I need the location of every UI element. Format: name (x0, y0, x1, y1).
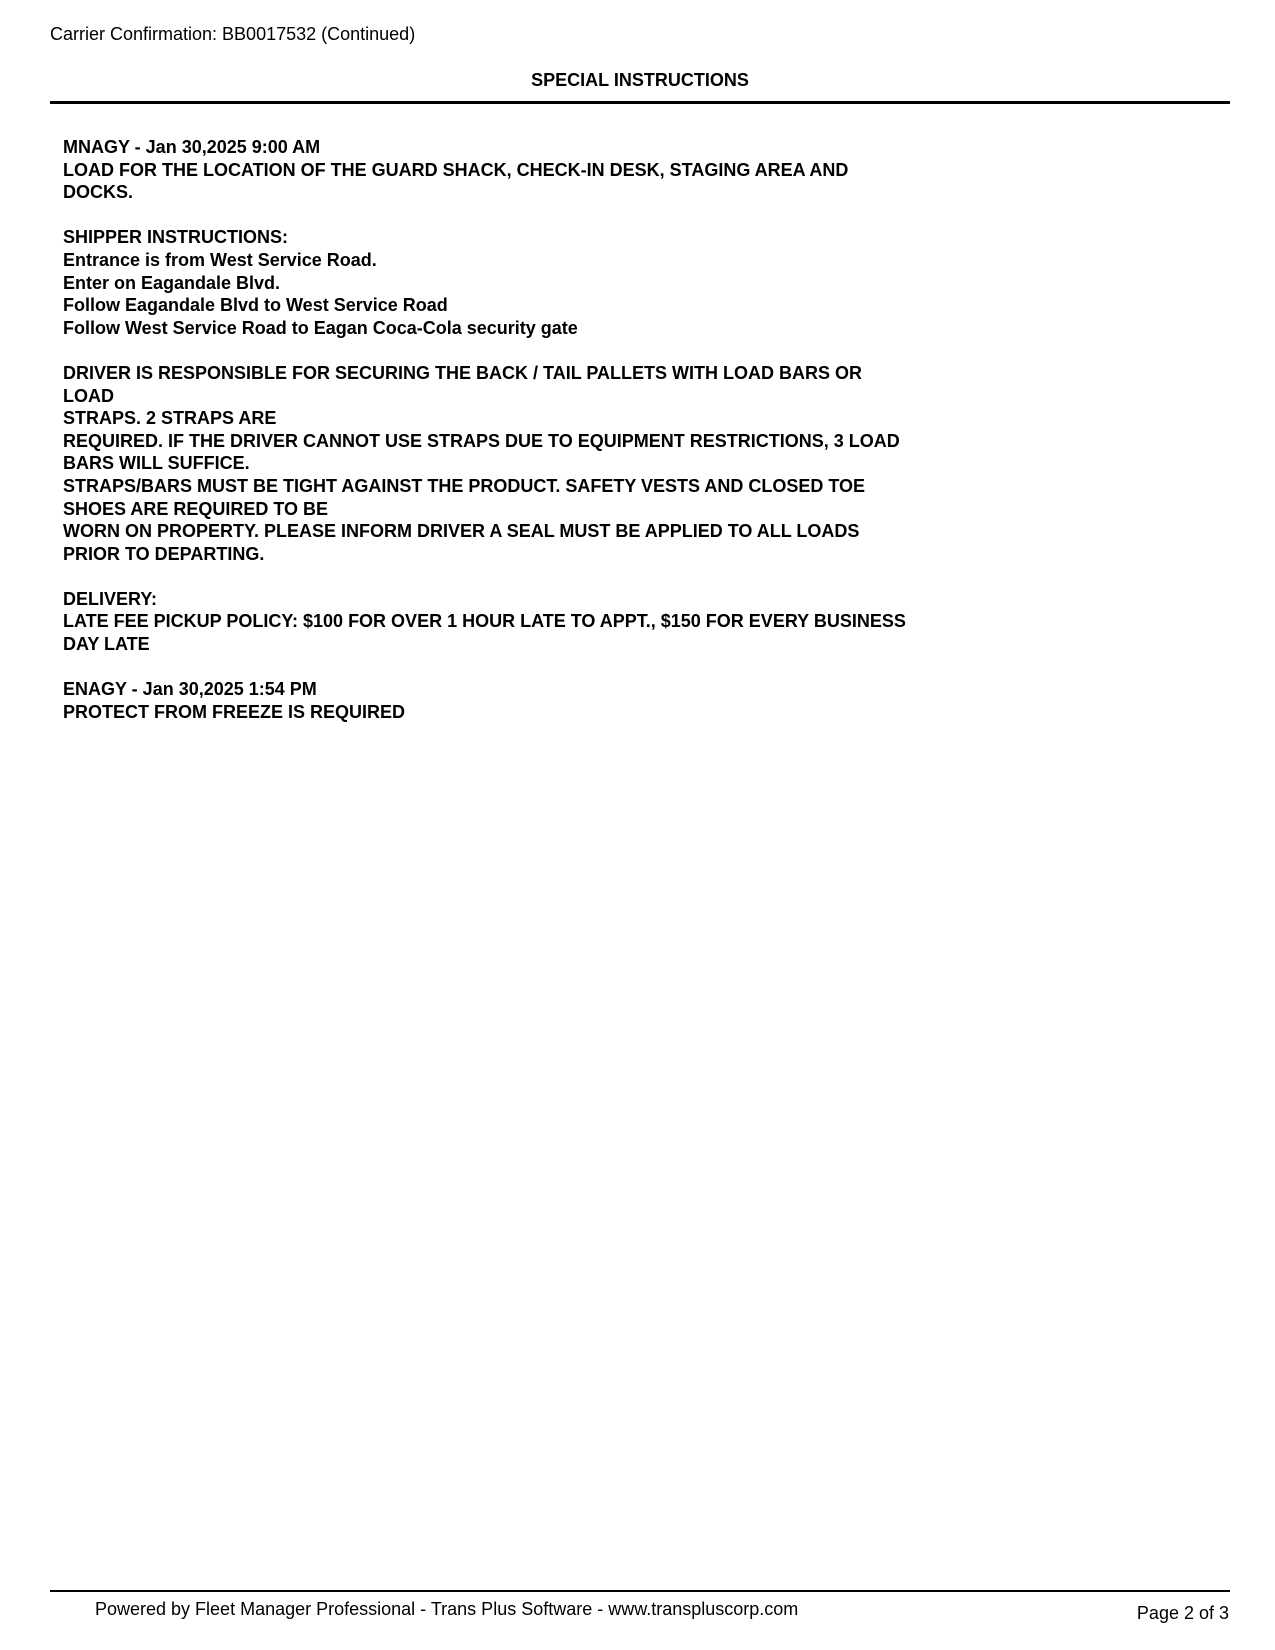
shipper-instructions (63, 226, 963, 339)
page-header: Carrier Confirmation: BB0017532 (Continued) (50, 24, 416, 44)
late-fee-policy-line: DAY LATE (63, 634, 150, 655)
entry-text-line: PROTECT FROM FREEZE IS REQUIRED (63, 701, 406, 722)
entry-text-line: LOAD FOR THE LOCATION OF THE GUARD SHACK, CHECK-IN DESK, STAGING AREA AND (63, 159, 849, 180)
footer-divider (50, 1590, 1230, 1592)
driver-instruction-line: PRIOR TO DEPARTING. (63, 543, 265, 564)
shipper-instruction-line: Follow West Service Road to Eagan Coca-Cola security gate (63, 317, 578, 338)
late-fee-policy-line: LATE FEE PICKUP POLICY: $100 FOR OVER 1 HOUR LATE TO APPT., $150 FOR EVERY BUSINESS (63, 611, 906, 632)
shipper-instruction-line: Follow Eagandale Blvd to West Service Road (63, 295, 448, 316)
driver-instruction-line: WORN ON PROPERTY. PLEASE INFORM DRIVER A SEAL MUST BE APPLIED TO ALL LOADS (63, 521, 860, 542)
shipper-instruction-line: Enter on Eagandale Blvd. (63, 272, 281, 293)
entry-author-timestamp: ENAGY - Jan 30,2025 1:54 PM (63, 679, 317, 700)
entry-author-timestamp: MNAGY - Jan 30,2025 9:00 AM (63, 137, 321, 157)
section-title: SPECIAL INSTRUCTIONS (531, 70, 749, 90)
shipper-instructions-heading: SHIPPER INSTRUCTIONS: (63, 227, 289, 248)
page-number: Page 2 of 3 (1136, 1603, 1229, 1623)
driver-instruction-line: DRIVER IS RESPONSIBLE FOR SECURING THE BACK / TAIL PALLETS WITH LOAD BARS OR (63, 362, 863, 383)
driver-instruction-line: REQUIRED. IF THE DRIVER CANNOT USE STRAPS DUE TO EQUIPMENT RESTRICTIONS, 3 LOAD (63, 430, 900, 451)
entry-text-line: DOCKS. (63, 182, 134, 203)
instruction-entry-mnagy (63, 136, 963, 204)
driver-instruction-line: STRAPS/BARS MUST BE TIGHT AGAINST THE PRODUCT. SAFETY VESTS AND CLOSED TOE (63, 475, 866, 496)
instruction-entry-enagy (63, 678, 963, 723)
special-instructions-body (63, 136, 963, 746)
delivery-heading: DELIVERY: (63, 588, 158, 609)
delivery-policy (63, 588, 963, 656)
header-divider (50, 101, 1230, 104)
driver-instruction-line: LOAD (63, 385, 114, 406)
driver-instruction-line: SHOES ARE REQUIRED TO BE (63, 498, 329, 519)
powered-by-text: Powered by Fleet Manager Professional - Trans Plus Software - www.transpluscorp.com (95, 1599, 799, 1619)
shipper-instruction-line: Entrance is from West Service Road. (63, 249, 377, 270)
driver-instruction-line: STRAPS. 2 STRAPS ARE (63, 408, 277, 429)
driver-instruction-line: BARS WILL SUFFICE. (63, 453, 250, 474)
driver-responsibilities (63, 362, 963, 565)
